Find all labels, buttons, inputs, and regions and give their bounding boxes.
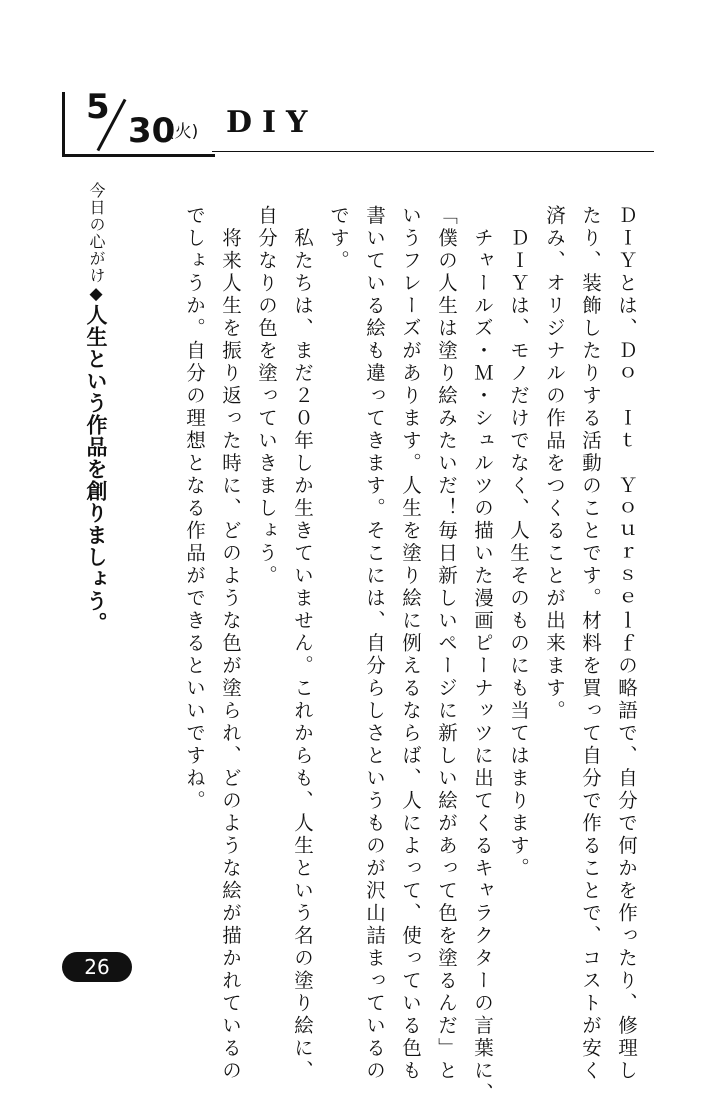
page-title: DIY bbox=[226, 105, 318, 140]
page-number: 26 bbox=[62, 952, 132, 982]
kokoro-label: 今日の心がけ bbox=[87, 182, 106, 284]
date-day: 30 bbox=[128, 111, 176, 151]
diamond-icon: ◆ bbox=[86, 284, 106, 304]
date-month: 5 bbox=[86, 87, 110, 127]
header-rule bbox=[212, 151, 654, 152]
date-weekday: (火) bbox=[168, 122, 199, 142]
kokoro-gake bbox=[76, 182, 116, 742]
kokoro-text: 人生という作品を創りましょう。 bbox=[84, 304, 108, 634]
body-text: ＤＩＹとは、Ｄｏ Ｉｔ Ｙｏｕｒｓｅｌｆの略語で、自分で何かを作ったり、修理し たり、装飾したりする活動のことです。材料を買って自分で作ることで、コストが安く 済み、オリジナルの作品をつくることが出来ます。 ＤＩＹは、モノだけでなく、人生そのものにも当てはまります。 チャールズ・Ｍ・シュルツの描いた漫画ピーナッツに出てくるキャラクターの言葉に、 「僕の人生は塗り絵みたいだ！毎日新しいページに新しい絵があって色を塗るんだ」と いうフレーズがあります。人生を塗り絵に例えるならば、人によって、使っている色も 書いている絵も違ってきます。そこには、自分らしさというものが沢山詰まっているの です。 私たちは、まだ２０年しか生きていません。これからも、人生という名の塗り絵に、 自分なりの色を塗っていきましょう。 将来人生を振り返った時に、どのような色が塗られ、どのような絵が描かれているの でしょうか。自分の理想となる作品ができるといいですね。 bbox=[183, 205, 638, 1105]
